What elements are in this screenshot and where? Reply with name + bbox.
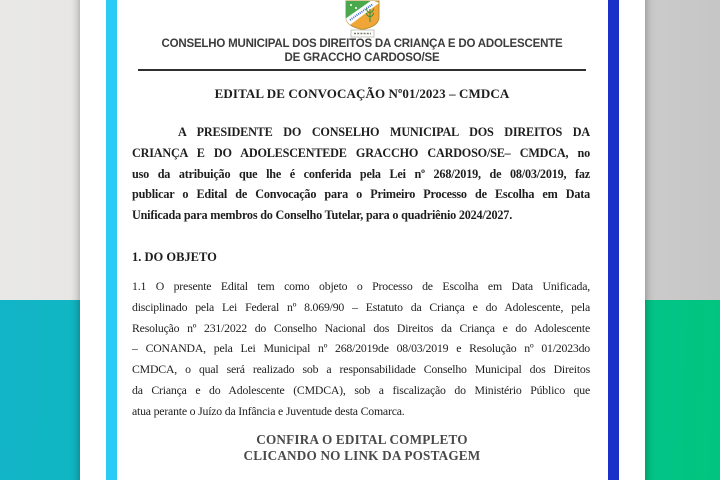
call-to-action	[132, 432, 592, 463]
paragraph-line: atua perante o Juízo da Infância e Juventude desta Comarca.	[132, 403, 405, 418]
organization-name	[132, 37, 592, 65]
coat-of-arms-icon	[344, 0, 381, 38]
paragraph-line: CRIANÇA E DO ADOLESCENTEDE GRACCHO CARDOSO/SE– CMDCA, no	[132, 145, 590, 160]
opening-paragraph	[132, 122, 590, 226]
paragraph-line: A PRESIDENTE DO CONSELHO MUNICIPAL DOS DIREITOS DA	[178, 125, 590, 139]
document-title: EDITAL DE CONVOCAÇÃO Nº01/2023 – CMDCA	[214, 86, 510, 101]
paragraph-line: publicar o Edital de Convocação para o Primeiro Processo de Escolha em Data	[132, 187, 590, 202]
paragraph-line: da Criança e do Adolescente (CMDCA), sob a fiscalização do Ministério Público que	[132, 382, 590, 397]
document-content	[80, 0, 645, 480]
header-divider	[138, 69, 586, 71]
organization-name-line2: DE GRACCHO CARDOSO/SE	[284, 52, 440, 64]
call-to-action-line2: CLICANDO NO LINK DA POSTAGEM	[243, 447, 481, 463]
paragraph-line: Resolução nº 231/2022 do Conselho Nacional dos Direitos da Criança e do Adolescente	[132, 320, 590, 335]
document-sheet	[80, 0, 645, 480]
paragraph-line: 1.1 O presente Edital tem como objeto o Processo de Escolha em Data Unificada,	[132, 279, 590, 293]
call-to-action-line1: CONFIRA O EDITAL COMPLETO	[256, 432, 468, 447]
paragraph-line: uso da atribuição que lhe é conferida pela Lei nº 268/2019, de 08/03/2019, faz	[132, 166, 590, 181]
organization-name-line1: CONSELHO MUNICIPAL DOS DIREITOS DA CRIANÇA E DO ADOLESCENTE	[161, 38, 563, 50]
section-heading: 1. DO OBJETO	[132, 250, 217, 264]
paragraph-line: disciplinado pela Lei Federal nº 8.069/90 – Estatuto da Criança e do Adolescente, pela	[132, 299, 590, 314]
paragraph-line: Unificada para membros do Conselho Tutelar, para o quadriênio 2024/2027.	[132, 208, 513, 223]
paragraph-line: – CONANDA, pela Lei Municipal nº 268/2019de 08/03/2019 e Resolução nº 01/2023do	[132, 341, 590, 356]
object-paragraph	[132, 276, 590, 422]
paragraph-line: CMDCA, o qual será realizado sob a responsabilidade Conselho Municipal dos Direitos	[132, 362, 590, 377]
